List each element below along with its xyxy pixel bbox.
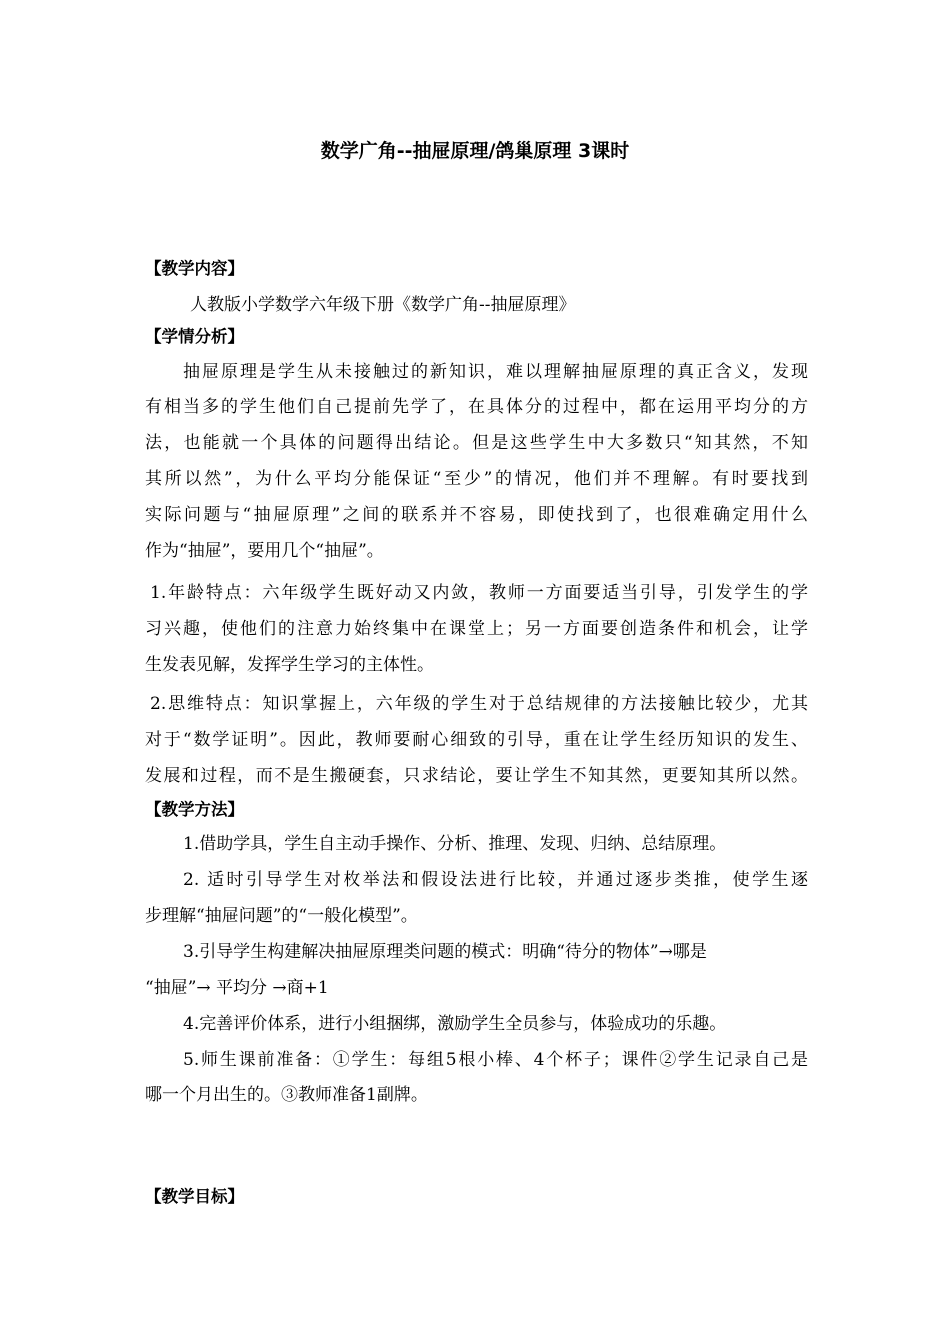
analysis-line: 抽屉原理是学生从未接触过的新知识，难以理解抽屉原理的真正含义，发现 [183,362,808,382]
method-line: 4.完善评价体系，进行小组捆绑，激励学生全员参与，体验成功的乐趣。 [183,1014,727,1034]
method-line: 2. 适时引导学生对枚举法和假设法进行比较，并通过逐步类推，使学生逐 [183,870,808,890]
thinking-feature-line: 2.思维特点：知识掌握上，六年级的学生对于总结规律的方法接触比较少，尤其 [150,694,808,714]
heading-teaching-content: 【教学内容】 [145,259,244,278]
method-line: 3.引导学生构建解决抽屉原理类问题的模式：明确“待分的物体”→哪是 [183,942,707,962]
heading-teaching-goals: 【教学目标】 [145,1187,244,1206]
analysis-line: 法，也能就一个具体的问题得出结论。但是这些学生中大多数只“知其然，不知 [145,433,808,453]
thinking-feature-line: 发展和过程，而不是生搬硬套，只求结论，要让学生不知其然，更要知其所以然。 [145,766,808,786]
teaching-content-text: 人教版小学数学六年级下册《数学广角--抽屉原理》 [190,295,576,315]
thinking-feature-line: 对于“数学证明”。因此，教师要耐心细致的引导，重在让学生经历知识的发生、 [145,730,808,750]
method-line: 5.师生课前准备：①学生：每组5根小棒、4个杯子；课件②学生记录自己是 [183,1050,808,1070]
analysis-line: 实际问题与“抽屉原理”之间的联系并不容易，即使找到了，也很难确定用什么 [145,505,808,525]
heading-learner-analysis: 【学情分析】 [145,327,244,346]
age-feature-line: 1.年龄特点：六年级学生既好动又内敛，教师一方面要适当引导，引发学生的学 [150,583,808,603]
method-line: 哪一个月出生的。③教师准备1副牌。 [145,1085,428,1105]
analysis-line: 作为“抽屉”，要用几个“抽屉”。 [145,541,384,561]
method-line: 1.借助学具，学生自主动手操作、分析、推理、发现、归纳、总结原理。 [183,834,727,854]
analysis-line: 其所以然”，为什么平均分能保证“至少”的情况，他们并不理解。有时要找到 [145,469,808,489]
analysis-line: 有相当多的学生他们自己提前先学了，在具体分的过程中，都在运用平均分的方 [145,397,808,417]
method-line: 步理解“抽屉问题”的“一般化模型”。 [145,906,418,926]
age-feature-line: 习兴趣，使他们的注意力始终集中在课堂上；另一方面要创造条件和机会，让学 [145,619,808,639]
heading-teaching-method: 【教学方法】 [145,800,244,819]
method-line: “抽屉”→ 平均分 →商+1 [145,978,329,998]
document-title: 数学广角--抽屉原理/鸽巢原理 3课时 [320,140,630,162]
age-feature-line: 生发表见解，发挥学生学习的主体性。 [145,655,434,675]
